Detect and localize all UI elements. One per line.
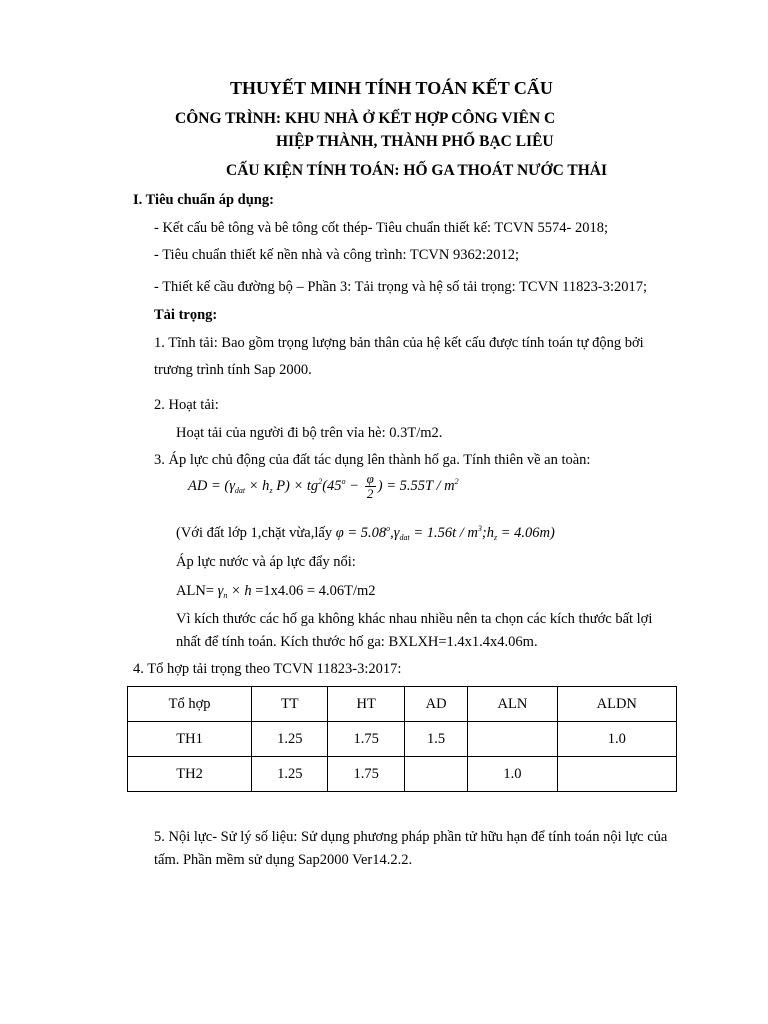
table-cell: 1.5: [404, 722, 468, 757]
soil-pressure-heading: 3. Áp lực chủ động của đất tác dụng lên thành hố ga. Tính thiên về an toàn:: [154, 452, 591, 468]
table-cell: 1.75: [328, 757, 404, 792]
table-header-cell: Tổ hợp: [128, 687, 252, 722]
dead-load-line-2: trương trình tính Sap 2000.: [154, 362, 312, 378]
table-header-cell: ALN: [468, 687, 557, 722]
live-load-text: Hoạt tải của người đi bộ trên vỉa hè: 0.3T/m2.: [176, 425, 443, 441]
table-header-row: [128, 687, 677, 722]
size-note-line-2: nhất để tính toán. Kích thước hố ga: BXLXH=1.4x1.4x4.06m.: [176, 634, 538, 650]
size-note-line-1: Vì kích thước các hố ga không khác nhau nhiều nên ta chọn các kích thước bất lợi: [176, 611, 653, 627]
internal-forces-line-2: tấm. Phần mềm sử dụng Sap2000 Ver14.2.2.: [154, 852, 413, 868]
live-load-heading: 2. Hoạt tải:: [154, 397, 219, 413]
doc-title: THUYẾT MINH TÍNH TOÁN KẾT CẤU: [230, 78, 553, 98]
active-pressure-formula: AD = ($\gamma_{dat} \times h_z$ $P) \times tg^2(45^o$ − $\frac{\varphi}{2}$ ) = $5.55T / m^2$: [188, 471, 459, 501]
water-pressure-heading: Áp lực nước và áp lực đẩy nổi:: [176, 554, 356, 570]
standard-item: - Kết cấu bê tông và bê tông cốt thép- Tiêu chuẩn thiết kế: TCVN 5574- 2018;: [154, 220, 608, 236]
standard-item: - Thiết kế cầu đường bộ – Phần 3: Tải trọng và hệ số tải trọng: TCVN 11823-3:2017;: [154, 279, 648, 295]
table-cell: [468, 722, 557, 757]
table-cell: 1.0: [557, 722, 677, 757]
table-row: [128, 722, 677, 757]
table-cell: 1.25: [252, 757, 328, 792]
table-header-cell: HT: [328, 687, 404, 722]
table-cell: [557, 757, 677, 792]
load-combination-table: [127, 686, 677, 792]
table-header-cell: AD: [404, 687, 468, 722]
table-row: [128, 757, 677, 792]
phi-over-2-fraction: $\frac{\varphi}{2}$: [366, 471, 374, 501]
internal-forces-line-1: 5. Nội lực- Sử lý số liệu: Sử dụng phương pháp phần tử hữu hạn để tính toán nội lực của: [154, 829, 668, 845]
standard-item: - Tiêu chuẩn thiết kế nền nhà và công trình: TCVN 9362:2012;: [154, 247, 520, 263]
table-cell: 1.75: [328, 722, 404, 757]
project-line-1: CÔNG TRÌNH: KHU NHÀ Ở KẾT HỢP CÔNG VIÊN C: [175, 110, 556, 127]
table-cell: TH2: [128, 757, 252, 792]
load-combo-heading: 4. Tổ hợp tải trọng theo TCVN 11823-3:2017:: [133, 661, 402, 677]
project-line-2: HIỆP THÀNH, THÀNH PHỐ BẠC LIÊU: [276, 133, 554, 150]
table-header-cell: TT: [252, 687, 328, 722]
table-cell: [404, 757, 468, 792]
aln-formula: $ALN= \gamma_n \times h =1x4.06 = 4.06T/m2$: [176, 583, 376, 600]
standards-heading: I. Tiêu chuẩn áp dụng:: [133, 192, 274, 208]
loads-heading: Tải trọng:: [154, 307, 218, 323]
component-title: CẤU KIỆN TÍNH TOÁN: HỐ GA THOÁT NƯỚC THẢI: [226, 162, 607, 179]
table-cell: 1.0: [468, 757, 557, 792]
table-cell: TH1: [128, 722, 252, 757]
dead-load-line-1: 1. Tĩnh tải: Bao gồm trọng lượng bản thân của hệ kết cấu được tính toán tự động bởi: [154, 335, 644, 351]
table-cell: 1.25: [252, 722, 328, 757]
table-header-cell: ALDN: [557, 687, 677, 722]
soil-parameters: (Với đất lớp 1,chặt vừa,lấy $\varphi = 5.08^o,\gamma_{dat} = 1.56t$ / $m^3;h_z = 4.06m$): [176, 524, 555, 542]
